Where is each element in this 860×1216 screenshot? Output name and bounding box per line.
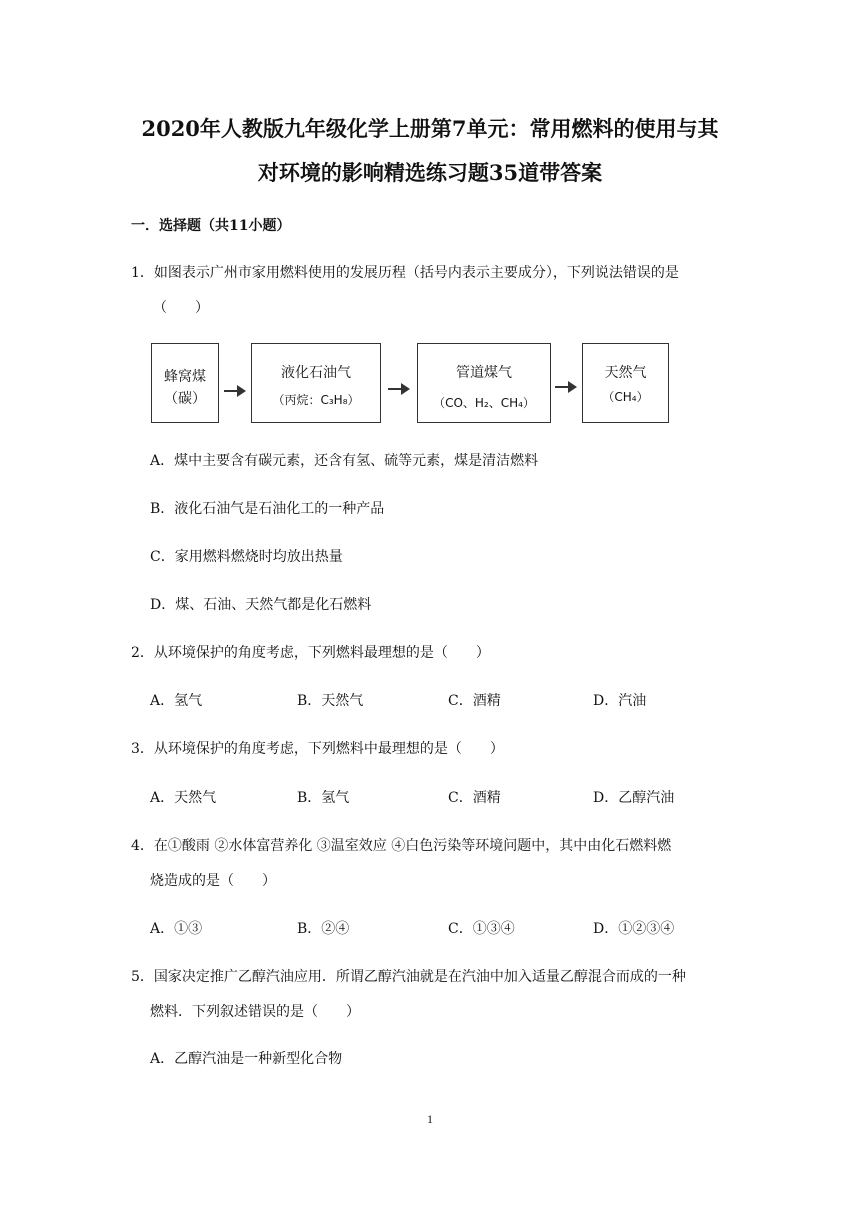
question-3-option-d: D．乙醇汽油: [593, 790, 675, 806]
question-4-stem: 4．在①酸雨 ②水体富营养化 ③温室效应 ④白色污染等环境问题中，其中由化石燃料燃: [131, 838, 672, 854]
diagram-box-label: 天然气: [604, 365, 647, 381]
question-1-stem: 1．如图表示广州市家用燃料使用的发展历程（括号内表示主要成分），下列说法错误的是: [131, 265, 679, 281]
document-title-line1: 2020年人教版九年级化学上册第7单元：常用燃料的使用与其: [141, 116, 719, 141]
question-2-option-a: A．氢气: [150, 693, 203, 709]
question-4-options: [150, 920, 750, 938]
diagram-box-natural-gas: [582, 343, 669, 423]
question-1-option-a: A．煤中主要含有碳元素，还含有氢、硫等元素，煤是清洁燃料: [150, 453, 539, 469]
diagram-box-component: （CO、H₂、CH₄）: [433, 396, 535, 410]
diagram-box-component: （CH₄）: [602, 390, 649, 404]
question-3-option-b: B．氢气: [297, 790, 350, 806]
question-1-stem-cont: （ ）: [153, 300, 209, 316]
question-2-stem: 2．从环境保护的角度考虑，下列燃料最理想的是（ ）: [131, 645, 490, 661]
diagram-box-label: 管道煤气: [456, 365, 512, 381]
question-4-option-d: D．①②③④: [593, 921, 675, 937]
diagram-box-pipeline-gas: [417, 343, 551, 423]
section-heading: 一．选择题（共11小题）: [131, 218, 291, 234]
question-4-option-b: B．②④: [297, 921, 350, 937]
document-title-line2: 对环境的影响精选练习题35道带答案: [257, 160, 603, 185]
diagram-box-lpg: [251, 343, 381, 423]
diagram-arrow-icon: [388, 383, 410, 395]
question-3-option-a: A．天然气: [150, 790, 217, 806]
question-5-stem: 5．国家决定推广乙醇汽油应用．所谓乙醇汽油就是在汽油中加入适量乙醇混合而成的一种: [131, 969, 686, 985]
diagram-box-coal: [151, 343, 219, 423]
diagram-box-label: 液化石油气: [281, 365, 351, 381]
question-5-option-a: A．乙醇汽油是一种新型化合物: [150, 1051, 343, 1067]
question-2-option-c: C．酒精: [448, 693, 501, 709]
diagram-box-label: 蜂窝煤: [164, 369, 206, 385]
diagram-arrow-icon: [224, 385, 246, 397]
diagram-box-component: （丙烷：C₃H₈）: [272, 393, 360, 407]
question-3-stem: 3．从环境保护的角度考虑，下列燃料中最理想的是（ ）: [131, 741, 504, 757]
question-3-option-c: C．酒精: [448, 790, 501, 806]
question-3-options: [150, 789, 750, 807]
diagram-arrow-icon: [555, 381, 577, 393]
page-number: 1: [427, 1112, 433, 1126]
question-2-options: [150, 692, 750, 710]
question-1-option-b: B．液化石油气是石油化工的一种产品: [150, 501, 385, 517]
question-2-option-b: B．天然气: [297, 693, 364, 709]
question-2-option-d: D．汽油: [593, 693, 647, 709]
question-1-option-d: D．煤、石油、天然气都是化石燃料: [150, 597, 372, 613]
question-4-option-c: C．①③④: [448, 921, 515, 937]
question-5-stem-cont: 燃料．下列叙述错误的是（ ）: [150, 1004, 360, 1020]
diagram-box-component: （碳）: [164, 391, 206, 407]
question-1-option-c: C．家用燃料燃烧时均放出热量: [150, 549, 343, 565]
question-4-option-a: A．①③: [150, 921, 203, 937]
question-4-stem-cont: 烧造成的是（ ）: [150, 873, 276, 889]
